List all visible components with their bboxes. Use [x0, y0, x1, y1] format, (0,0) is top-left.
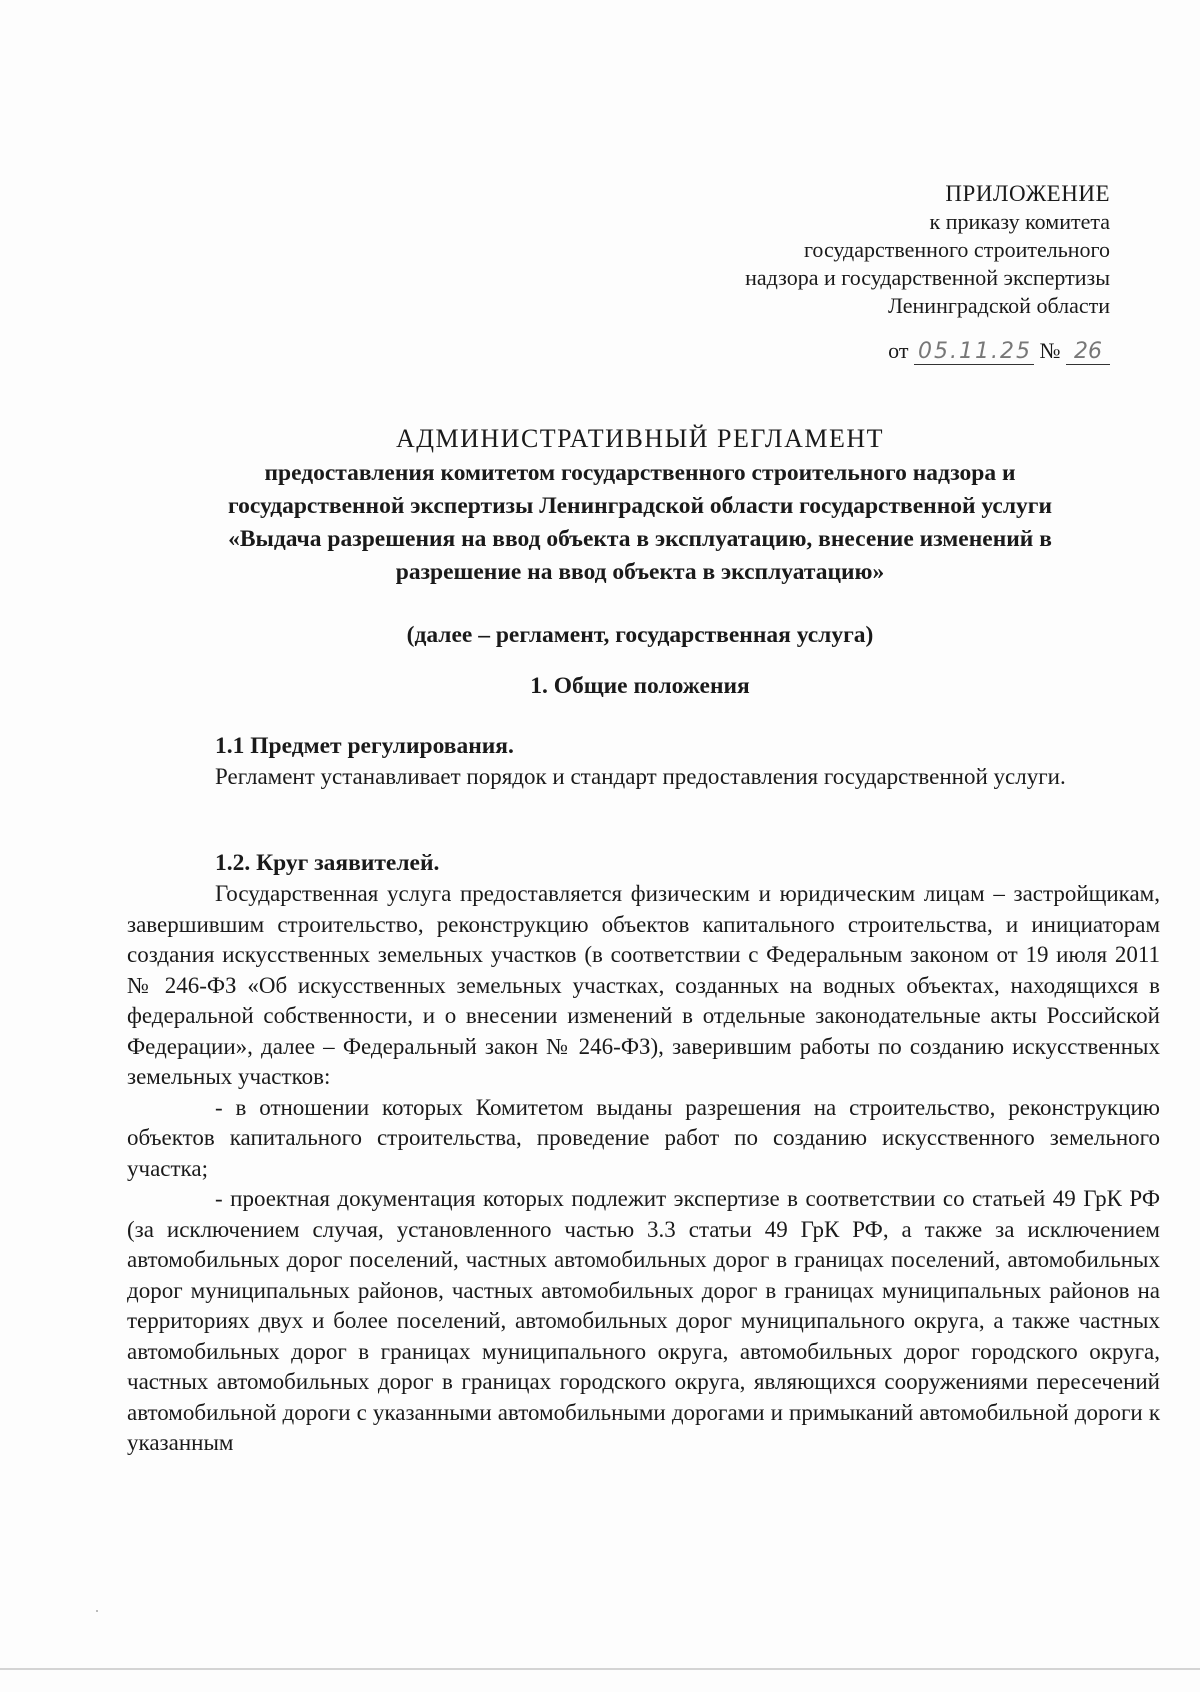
paragraph: Государственная услуга предоставляется физическим и юридическим лицам – застройщикам, завершившим строительство, реконструкцию объектов капитального строительства, и инициаторам создания искусственных земельных участков (в соответствии с Федеральным законом от 19 июля 2011 № 246-ФЗ «Об искусственных земельных участках, созданных на водных объектах, находящихся в федеральной собственности, и о внесении изменений в отдельные законодательные акты Российской Федерации», далее – Федеральный закон № 246-ФЗ), заверившим работы по созданию искусственных земельных участков: — [127, 881, 1160, 1089]
document-heading — [120, 422, 1160, 652]
section-title: 1. Общие положения — [530, 673, 750, 699]
heading-line: разрешение на ввод объекта в эксплуатацию» — [395, 559, 885, 585]
order-reference — [888, 338, 1110, 365]
order-date-handwritten: 05.11.25 — [914, 339, 1034, 365]
paragraph: Регламент устанавливает порядок и стандарт предоставления государственной услуги. — [215, 764, 1066, 789]
subsection-heading: 1.2. Круг заявителей. — [215, 850, 440, 876]
heading-subtitle: (далее – регламент, государственная услуга) — [406, 622, 874, 648]
paragraph: - проектная документация которых подлежит экспертизе в соответствии со статьей 49 ГрК РФ (за исключением случая, установленного частью 3.3 статьи 49 ГрК РФ, а также за исключением автомобильных дорог поселений, частных автомобильных дорог в границах поселений, автомобильных дорог муниципальных районов, частных автомобильных дорог в границах муниципальных районов на территориях двух и более поселений, автомобильных дорог муниципального округа, а также частных автомобильных дорог в границах муниципального округа, автомобильных дорог городского округа, частных автомобильных дорог в границах городского округа, являющихся сооружениями пересечений автомобильной дороги с указанными автомобильными дорогами и примыканий автомобильной дороги к указанным — [127, 1186, 1160, 1455]
subsection-heading: 1.1 Предмет регулирования. — [215, 733, 514, 759]
appendix-block — [745, 180, 1110, 320]
heading-line: предоставления комитетом государственного строительного надзора и — [264, 460, 1016, 486]
subsection-subject — [127, 731, 1160, 793]
order-prefix: от — [888, 338, 909, 363]
appendix-line: государственного строительного — [803, 237, 1110, 262]
appendix-line: надзора и государственной экспертизы — [745, 265, 1110, 290]
appendix-title: ПРИЛОЖЕНИЕ — [945, 181, 1110, 206]
scan-artifact — [96, 1610, 98, 1612]
subsection-applicants — [127, 848, 1160, 1459]
paragraph: - в отношении которых Комитетом выданы разрешения на строительство, реконструкцию объектов капитального строительства, проведение работ по созданию искусственного земельного участка; — [127, 1094, 1160, 1181]
order-number-label: № — [1039, 338, 1061, 363]
document-title: АДМИНИСТРАТИВНЫЙ РЕГЛАМЕНТ — [395, 424, 885, 453]
appendix-line: Ленинградской области — [888, 293, 1110, 318]
appendix-line: к приказу комитета — [929, 209, 1110, 234]
order-number-handwritten: 26 — [1066, 339, 1110, 365]
heading-line: государственной экспертизы Ленинградской области государственной услуги — [227, 493, 1052, 519]
heading-line: «Выдача разрешения на ввод объекта в эксплуатацию, внесение изменений в — [228, 526, 1052, 552]
scan-edge-line — [0, 1668, 1200, 1670]
